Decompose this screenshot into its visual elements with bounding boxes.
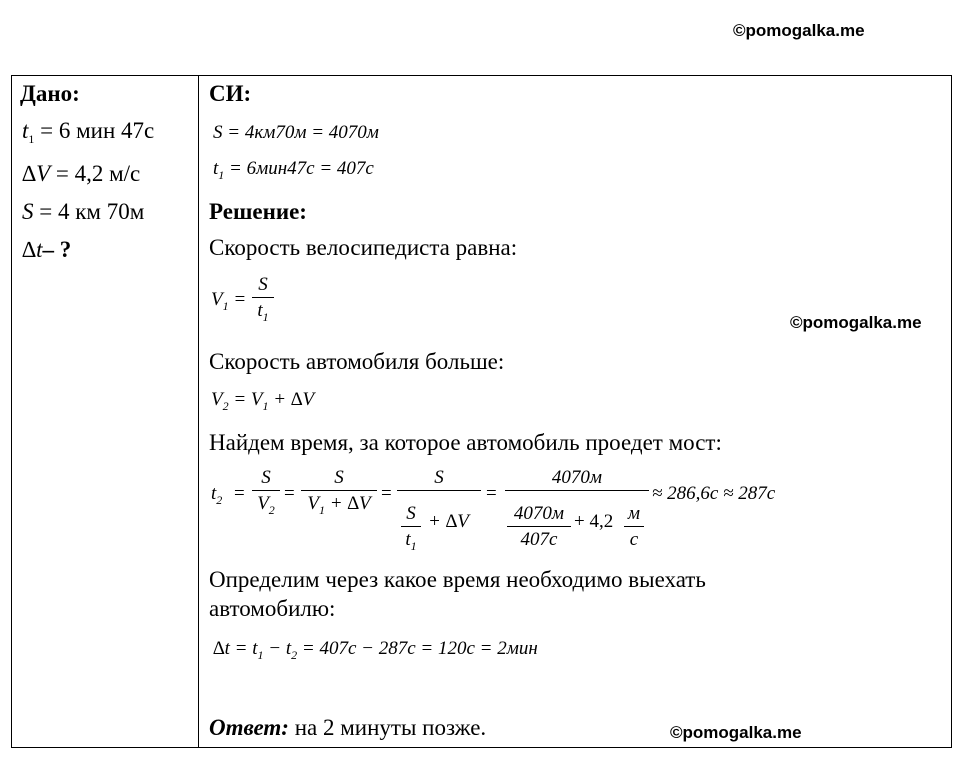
given-dt-symbol: ∆t	[22, 237, 43, 262]
t2-fraction-4	[505, 468, 649, 491]
si-line-2-rest: = 6мин47с = 407с	[224, 158, 374, 179]
t2-f2-den-a: V	[307, 493, 320, 514]
t2-f3-inner-den-symbol: t	[405, 529, 411, 550]
dt-a: ∆t = t	[213, 638, 258, 659]
given-t1-sub: 1	[28, 132, 35, 146]
si-line-1: S = 4км70м = 4070м	[213, 122, 379, 143]
t2-f3-num: S	[434, 467, 444, 488]
solution-p1: Скорость велосипедиста равна:	[209, 235, 518, 260]
watermark-middle: ©pomogalka.me	[790, 313, 922, 332]
t2-f4-inner-den: 407с	[520, 529, 558, 550]
solution-p4: Определим через какое время необходимо выехать	[209, 567, 706, 592]
given-dv	[22, 162, 140, 185]
given-t1-symbol: t	[22, 118, 29, 143]
given-dt-value: – ?	[42, 237, 72, 262]
given-t1-value: = 6 мин 47с	[40, 118, 155, 143]
dt-rest: = 407с − 287с = 120с = 2мин	[297, 638, 538, 659]
t2-f3-inner-den-sub: 1	[410, 539, 417, 553]
t2-lhs-symbol: t	[211, 483, 217, 504]
t2-eq-4: =	[486, 483, 497, 504]
t2-f2-den-sub: 1	[319, 503, 326, 517]
v2-a-sub: 2	[222, 399, 229, 413]
t2-f1-den-symbol: V	[257, 493, 269, 514]
t2-f1-den	[252, 491, 280, 517]
given-t1	[22, 118, 155, 146]
si-line-2-symbol: t	[213, 158, 219, 179]
t2-f2-den-b: + ∆V	[325, 493, 371, 514]
column-divider	[198, 76, 199, 747]
watermark-top: ©pomogalka.me	[733, 21, 865, 40]
t2-fraction-1	[252, 467, 280, 517]
formula-v1-fraction	[252, 274, 274, 324]
si-line-2-sub: 1	[218, 168, 225, 182]
v2-mid: = V	[228, 389, 263, 410]
given-s-symbol: S	[22, 199, 34, 224]
si-heading: СИ:	[209, 81, 252, 106]
t2-f3-inner-num: S	[406, 503, 416, 524]
v1-lhs-sub: 1	[222, 299, 229, 313]
formula-dt	[213, 638, 538, 662]
answer-label: Ответ:	[209, 715, 289, 740]
t2-f3-inner-den	[401, 527, 421, 553]
t2-f4-inner-num: 4070м	[513, 503, 565, 524]
v1-lhs-symbol: V	[211, 289, 223, 310]
given-dv-value: = 4,2 м/с	[55, 161, 141, 186]
v1-den-sub: 1	[262, 310, 269, 324]
t2-eq-1: =	[234, 483, 245, 504]
given-s	[22, 200, 144, 223]
t2-f4-bar	[505, 490, 649, 491]
v2-a: V	[211, 389, 223, 410]
formula-v1-lhs	[211, 289, 247, 313]
t2-f4-unit-num: м	[627, 503, 641, 524]
answer-line	[209, 716, 486, 739]
t2-f2-den	[301, 491, 377, 517]
given-s-value: = 4 км 70м	[39, 199, 145, 224]
solution-table	[11, 75, 952, 748]
dt-b-sub: 2	[291, 648, 298, 662]
t2-f1-num: S	[261, 467, 271, 488]
v1-numerator: S	[258, 274, 268, 295]
t2-fraction-3	[397, 468, 481, 491]
t2-f2-num: S	[334, 467, 344, 488]
t2-lhs-sub: 2	[216, 493, 223, 507]
dt-b: − t	[263, 638, 292, 659]
solution-p3: Найдем время, за которое автомобиль проедет мост:	[209, 430, 722, 455]
v1-eq: =	[228, 289, 247, 310]
given-dt	[22, 238, 71, 261]
t2-eq-2: =	[284, 483, 295, 504]
t2-f3-inner-fraction	[401, 503, 421, 553]
answer-text: на 2 минуты позже.	[288, 715, 487, 740]
t2-f4-unit-den: с	[629, 529, 639, 550]
t2-f1-den-sub: 2	[268, 503, 275, 517]
watermark-bottom: ©pomogalka.me	[670, 723, 802, 742]
formula-v2	[211, 389, 315, 413]
solution-p4b: автомобилю:	[209, 596, 336, 621]
solution-heading: Решение:	[209, 199, 307, 224]
t2-result: ≈ 286,6с ≈ 287с	[652, 483, 776, 504]
t2-eq-3: =	[381, 483, 392, 504]
t2-f3-bar	[397, 490, 481, 491]
si-line-2	[213, 158, 374, 182]
solution-p2: Скорость автомобиля больше:	[209, 349, 505, 374]
t2-fraction-2	[301, 467, 377, 517]
v2-rest: + ∆V	[268, 389, 315, 410]
given-dv-symbol: ∆V	[22, 161, 51, 186]
t2-f4-num: 4070м	[551, 467, 603, 488]
formula-t2-lhs	[211, 483, 223, 507]
v2-mid-sub: 1	[262, 399, 269, 413]
given-heading: Дано:	[20, 81, 80, 106]
v1-den-symbol: t	[257, 300, 263, 321]
t2-f3-den-rest: + ∆V	[428, 511, 469, 532]
v1-denominator	[252, 298, 274, 324]
dt-a-sub: 1	[257, 648, 264, 662]
t2-f4-inner-fraction	[507, 504, 571, 549]
t2-f4-unit-fraction	[624, 504, 644, 549]
t2-f4-den-mid: + 4,2	[574, 511, 614, 532]
